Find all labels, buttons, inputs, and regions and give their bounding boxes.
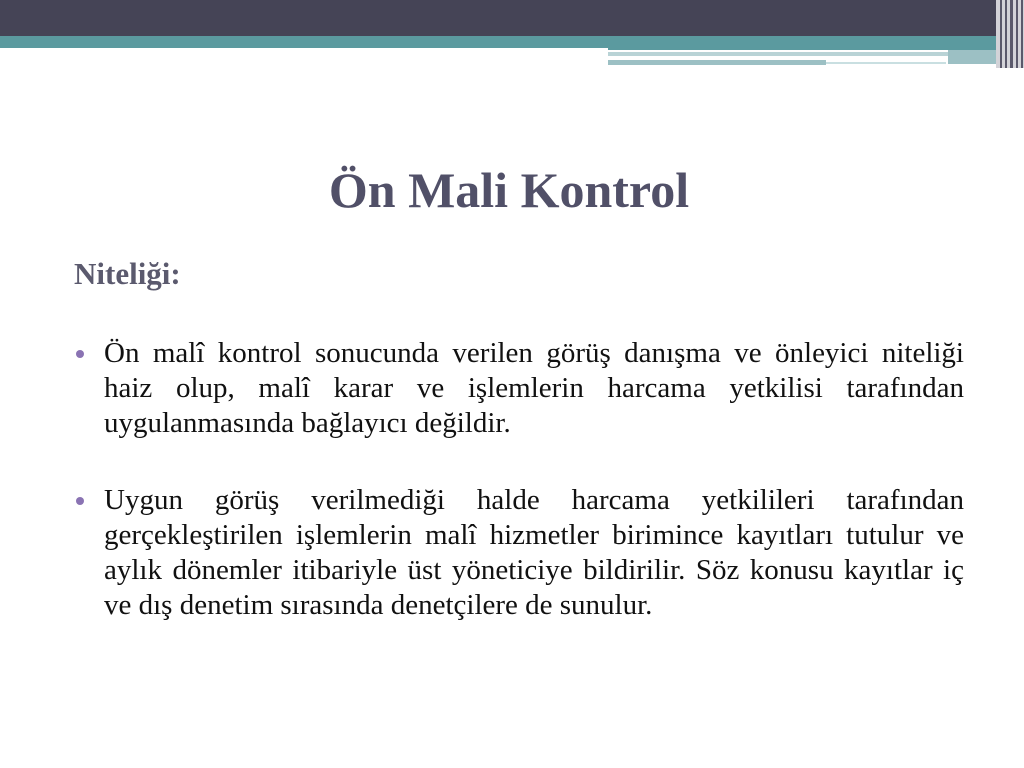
header-light-line bbox=[608, 52, 948, 56]
stripe bbox=[1010, 0, 1013, 68]
header-teal-band bbox=[0, 36, 608, 48]
stripe bbox=[1005, 0, 1007, 68]
stripe bbox=[1016, 0, 1018, 68]
bullet-icon bbox=[76, 350, 84, 358]
header-light-block bbox=[948, 50, 1002, 64]
section-heading: Niteliği: bbox=[74, 256, 181, 291]
header-light-line bbox=[826, 62, 946, 64]
bullet-list bbox=[74, 336, 964, 665]
bullet-icon bbox=[76, 497, 84, 505]
stripe bbox=[1000, 0, 1002, 68]
stripe bbox=[1021, 0, 1023, 68]
header-dark-band bbox=[0, 0, 1024, 36]
bullet-text: Ön malî kontrol sonucunda verilen görüş danışma ve önleyici niteliği haiz olup, malî karar ve işlemlerin harcama yetkilisi tarafından uygulanmasında bağlayıcı değildir. bbox=[104, 337, 964, 439]
slide-title: Ön Mali Kontrol bbox=[328, 162, 690, 218]
bullet-text: Uygun görüş verilmediği halde harcama yetkilileri tarafından gerçekleştirilen işlemlerin malî hizmetler birimince kayıtları tutulur ve aylık dönemler itibariyle üst yöneticiye bildirilir. Söz konusu kayıtlar iç ve dış denetim sırasında denetçilere de sunulur. bbox=[104, 484, 964, 621]
bullet-item bbox=[74, 336, 964, 441]
header-light-line bbox=[608, 60, 826, 65]
bullet-item bbox=[74, 483, 964, 623]
header-teal-band-right bbox=[608, 36, 1002, 50]
header-vertical-stripes bbox=[996, 0, 1024, 68]
